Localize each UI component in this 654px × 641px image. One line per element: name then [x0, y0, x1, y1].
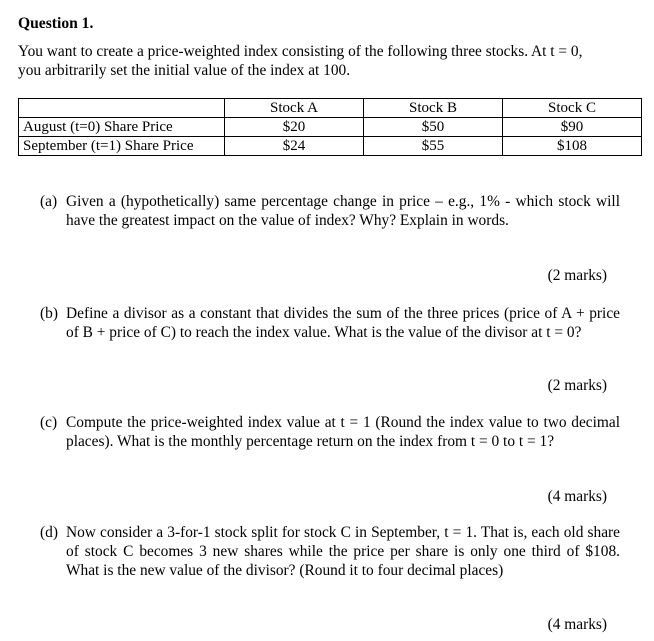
- table-header-row: [19, 99, 642, 118]
- table-header-stock-a: Stock A: [225, 99, 364, 118]
- price-stock-b: $50: [364, 118, 503, 137]
- part-letter: (d): [40, 524, 58, 541]
- part-text: Define a divisor as a constant that divides the sum of the three prices (price of A + price of B + price of C) to reach the index value. What is the value of the divisor at t = 0?: [66, 305, 620, 341]
- intro-line-2: you arbitrarily set the initial value of the index at 100.: [18, 62, 351, 79]
- price-stock-c: $90: [503, 118, 642, 137]
- marks-label: (2 marks): [547, 267, 607, 284]
- table-row: [19, 137, 642, 156]
- part-text: Now consider a 3-for-1 stock split for stock C in September, t = 1. That is, each old share of stock C becomes 3 new shares while the price per share is only one third of $108. What is the new value of the divisor? (Round it to four decimal places): [66, 524, 620, 579]
- part-letter: (c): [40, 414, 58, 431]
- marks-label: (2 marks): [547, 377, 607, 394]
- table-header-stock-b: Stock B: [364, 99, 503, 118]
- row-label: September (t=1) Share Price: [19, 137, 225, 156]
- part-text: Given a (hypothetically) same percentage change in price – e.g., 1% - which stock will have the greatest impact on the value of index? Why? Explain in words.: [66, 193, 620, 229]
- marks-label: (4 marks): [547, 488, 607, 505]
- part-d: [40, 523, 620, 580]
- marks-label: (4 marks): [547, 616, 607, 633]
- intro-line-1: You want to create a price-weighted index consisting of the following three stocks. At t = 0,: [18, 43, 583, 60]
- part-c: [40, 413, 620, 451]
- row-label: August (t=0) Share Price: [19, 118, 225, 137]
- table-header-empty: [19, 99, 225, 118]
- part-letter: (b): [40, 305, 58, 322]
- part-a: [40, 192, 620, 230]
- price-stock-a: $24: [225, 137, 364, 156]
- table-header-stock-c: Stock C: [503, 99, 642, 118]
- price-stock-c: $108: [503, 137, 642, 156]
- price-stock-a: $20: [225, 118, 364, 137]
- table-row: [19, 118, 642, 137]
- share-price-table: [18, 98, 642, 156]
- question-intro: [18, 42, 640, 80]
- part-letter: (a): [40, 193, 58, 210]
- price-stock-b: $55: [364, 137, 503, 156]
- part-text: Compute the price-weighted index value at t = 1 (Round the index value to two decimal places). What is the monthly percentage return on the index from t = 0 to t = 1?: [66, 414, 620, 450]
- question-title: Question 1.: [18, 15, 94, 32]
- part-b: [40, 304, 620, 342]
